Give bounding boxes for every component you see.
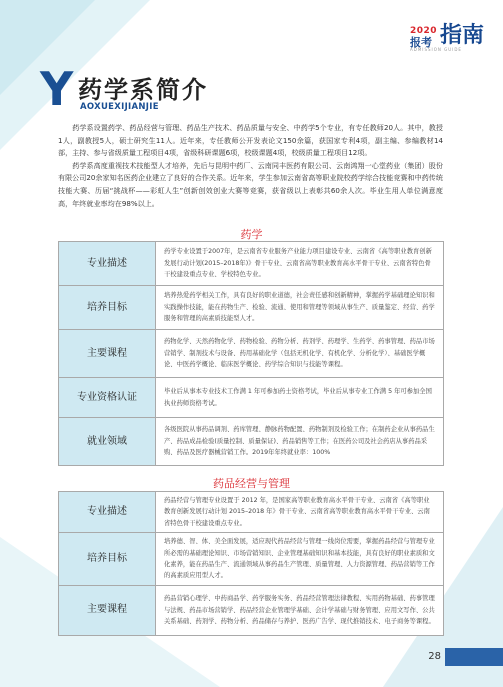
guide-logo xyxy=(410,22,485,52)
row-text: 培养热爱药学相关工作，具有良好的职业道德，社会责任感和创新精神，掌握药学基础理论知识和实践操作技能，能在药物生产、检验、流通、使用和管理等领域从事生产、质量鉴定、经营、药学服务和管理的高素质技能型人才。 xyxy=(156,286,444,330)
intro-paragraph: 药学系高度重视技术技能型人才培养，先后与昆明中药厂、云南同丰医药有限公司、云南鸿翔一心堂药业（集团）股份有限公司20余家知名医药企业建立了良好的合作关系。近年来，学生参加云南省高等职业院校药学综合技能竞赛和中药传统技能大赛、历届“挑战杯——彩虹人生”创新创效创业大赛等竞赛，获省级以上表彰共60余人次。毕业生用人单位满意度高，年终就业率均在98%以上。 xyxy=(58,160,443,208)
table-row xyxy=(59,492,444,533)
section-title-pharmacy: 药学 xyxy=(240,228,263,241)
title-en: AOXUEXIJIANJIE xyxy=(80,102,159,112)
mgmt-table xyxy=(58,491,444,636)
table-row xyxy=(59,585,444,635)
table-row xyxy=(59,533,444,586)
table-row xyxy=(59,378,444,418)
row-label: 专业资格认证 xyxy=(59,378,156,418)
table-row xyxy=(59,242,444,286)
page-number: 28 xyxy=(428,651,441,662)
row-text: 各级医院从事药品调剂、药库管理、静脉药物配置、药物制剂及检验工作；在制药企业从事药品生产、药品成品检验(质量控制、质量保证)、药品销售等工作；在医药公司及社会药店从事药品采购、药品及医疗器械营销工作。2019年年终就业率：100% xyxy=(156,418,444,466)
row-label: 专业描述 xyxy=(59,242,156,286)
row-text: 药品经营与管理专业设置于 2012 年，是国家高等职业教育高水平骨干专业、云南省《高等职业教育创新发展行动计划 2015–2018 年》骨干专业、云南省高等职业教育高水平骨干专业、云南省特色骨干校建设重点专业。 xyxy=(156,492,444,533)
table-row xyxy=(59,418,444,466)
row-label: 培养目标 xyxy=(59,286,156,330)
logo-year: 2020 xyxy=(410,26,438,36)
logo-text: 报考 xyxy=(410,36,432,49)
pharmacy-table xyxy=(58,241,444,466)
row-text: 培养德、智、体、美全面发展，适应现代药品经营与管理一线岗位需要，掌握药品经营与管理专业所必需的基础理论知识、市场营销知识、企业管理基础知识和基本技能，具有良好的职业素质和文化素养，能在药品生产、流通领域从事药品生产管理、质量管理、人力资源管理、药品营销等工作的高素质应用型人才。 xyxy=(156,533,444,586)
row-label: 就业领域 xyxy=(59,418,156,466)
row-text: 药物化学、天然药物化学、药物检验、药物分析、药剂学、药理学、生药学、药事管理、药品市场营销学、制剂技术与设备、药用基础化学（包括无机化学、有机化学、分析化学）、基础医学概论、中医药学概论、临床医学概论、药学综合知识与技能等课程。 xyxy=(156,330,444,378)
intro-paragraph: 药学系设置药学、药品经营与管理、药品生产技术、药品质量与安全、中药学5个专业，有专任教师20人。其中，教授1人，副教授5人，硕士研究生11人。近年来，专任教师公开发表论文150余篇，获国家专利4项，副主编、参编教材14部，主持、参与省级质量工程项目4项，省级科研课题6项，校级课题4项，校级质量工程项目12项。 xyxy=(58,123,443,158)
row-text: 药学专业设置于2007年，是云南省专业服务产业能力项目建设专业、云南省《高等职业教育创新发展行动计划(2015–2018年)》骨干专业、云南省高等职业教育高水平骨干专业、云南省特色骨干校建设重点专业、学校特色专业。 xyxy=(156,242,444,286)
table-row xyxy=(59,330,444,378)
logo-sub: ADMISSION GUIDE xyxy=(410,47,462,52)
section-title-mgmt: 药品经营与管理 xyxy=(213,477,290,490)
row-text: 药品营销心理学、中药商品学、药学服务实务、药品经营管理法律教程、实用药物基础、药事管理与法规、药品市场营销学、药品经营企业管理学基础、会计学基础与财务管理、应用文写作、公共关系基础、药剂学、药物分析、药品储存与养护、医药广告学、现代推销技术、电子商务等课程。 xyxy=(156,585,444,635)
page-bar xyxy=(445,648,503,666)
table-row xyxy=(59,286,444,330)
row-label: 培养目标 xyxy=(59,533,156,586)
title-cn: 药学系简介 xyxy=(78,76,208,104)
row-label: 专业描述 xyxy=(59,492,156,533)
intro-text xyxy=(58,122,443,210)
row-text: 毕业后从事本专业技术工作满 1 年可参加药士资格考试，毕业后从事专业工作满 5 年可参加全国执业药师资格考试。 xyxy=(156,378,444,418)
logo-big: 指南 xyxy=(440,22,485,48)
row-label: 主要课程 xyxy=(59,585,156,635)
row-label: 主要课程 xyxy=(59,330,156,378)
title-letter: Y xyxy=(40,62,74,116)
